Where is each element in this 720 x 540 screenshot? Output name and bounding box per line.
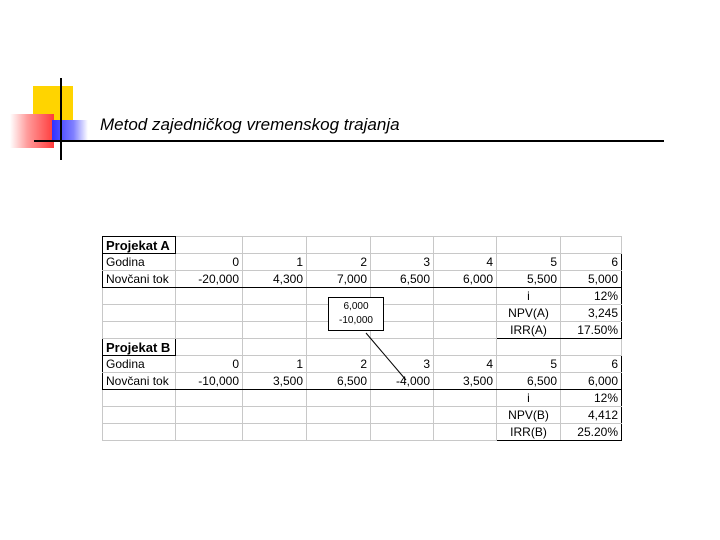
year-cell[interactable]: 5 [497,356,561,373]
slide-title: Metod zajedničkog vremenskog trajanja [100,115,400,134]
year-cell[interactable]: 2 [307,254,371,271]
npv-value-b[interactable]: 4,412 [561,407,622,424]
project-b-header[interactable]: Projekat B [103,339,176,356]
cash-cell[interactable]: 4,300 [243,271,307,288]
irr-label-b[interactable]: IRR(B) [497,424,561,441]
irr-label-a[interactable]: IRR(A) [497,322,561,339]
cash-cell[interactable]: 6,000 [434,271,497,288]
cell-comment-callout [328,297,384,331]
year-cell[interactable]: 6 [561,356,622,373]
year-cell[interactable]: 2 [307,356,371,373]
year-cell[interactable]: 0 [176,356,243,373]
year-cell[interactable]: 1 [243,254,307,271]
rate-value-a[interactable]: 12% [561,288,622,305]
npv-value-a[interactable]: 3,245 [561,305,622,322]
callout-line-1: 6,000 [343,301,369,312]
cash-cell[interactable]: 5,500 [497,271,561,288]
cash-cell[interactable]: 5,000 [561,271,622,288]
npv-label-a[interactable]: NPV(A) [497,305,561,322]
cash-cell[interactable]: -20,000 [176,271,243,288]
year-cell[interactable]: 0 [176,254,243,271]
cash-cell[interactable]: 3,500 [434,373,497,390]
callout-pointer-line [366,333,406,380]
project-a-header[interactable]: Projekat A [103,237,176,254]
npv-label-b[interactable]: NPV(B) [497,407,561,424]
rate-label-a[interactable]: i [497,288,561,305]
year-cell[interactable]: 4 [434,254,497,271]
cash-cell[interactable]: 7,000 [307,271,371,288]
cash-label-b[interactable]: Novčani tok [103,373,176,390]
year-cell[interactable]: 6 [561,254,622,271]
cash-cell[interactable]: -10,000 [176,373,243,390]
year-label-b[interactable]: Godina [103,356,176,373]
irr-value-b[interactable]: 25.20% [561,424,622,441]
rate-value-b[interactable]: 12% [561,390,622,407]
cash-cell[interactable]: 6,500 [307,373,371,390]
year-cell[interactable]: 3 [371,254,434,271]
year-cell[interactable]: 5 [497,254,561,271]
cash-cell[interactable]: 6,500 [497,373,561,390]
irr-value-a[interactable]: 17.50% [561,322,622,339]
callout-line-2: -10,000 [339,315,373,326]
cash-cell[interactable]: 3,500 [243,373,307,390]
cash-cell[interactable]: 6,000 [561,373,622,390]
year-label-a[interactable]: Godina [103,254,176,271]
rate-label-b[interactable]: i [497,390,561,407]
cash-cell[interactable]: 6,500 [371,271,434,288]
year-cell[interactable]: 3 [371,356,434,373]
cash-label-a[interactable]: Novčani tok [103,271,176,288]
year-cell[interactable]: 1 [243,356,307,373]
year-cell[interactable]: 4 [434,356,497,373]
cash-cell[interactable]: -4,000 [371,373,434,390]
